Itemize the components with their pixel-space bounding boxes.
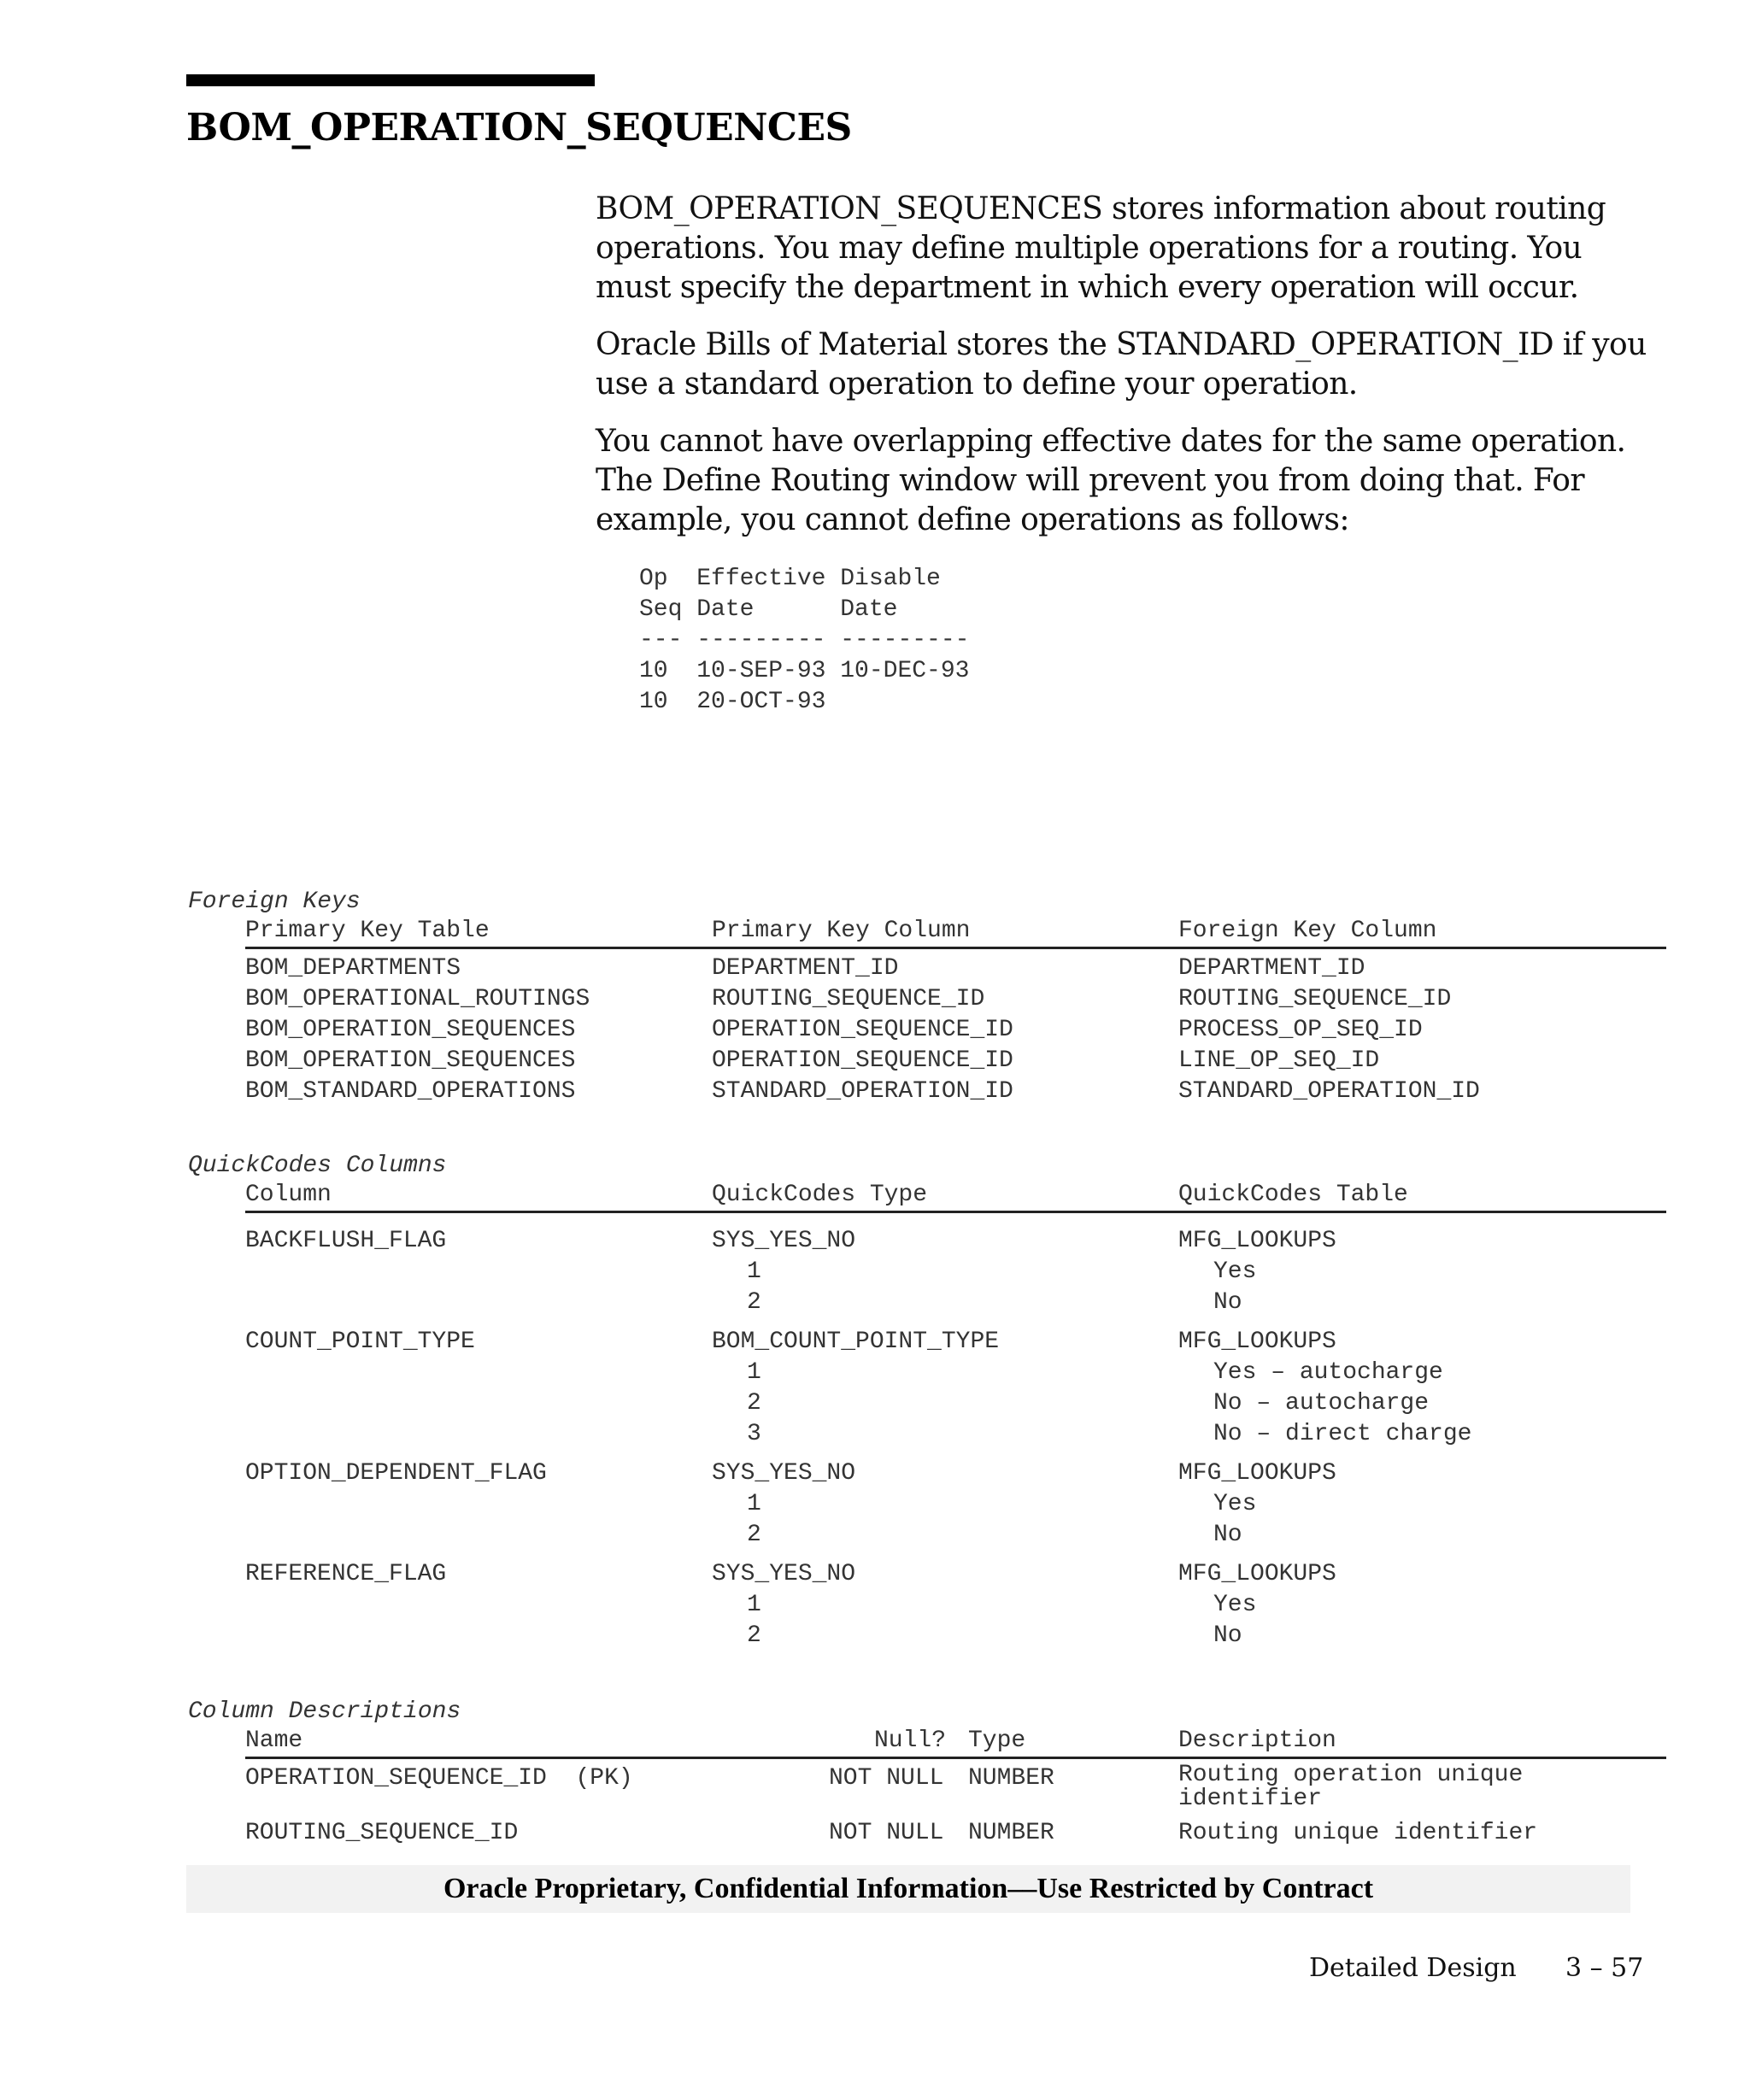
qc-header-type: QuickCodes Type [712,1182,928,1208]
fk-cell: ROUTING_SEQUENCE_ID [1178,986,1452,1012]
cd-null: NOT NULL [829,1765,944,1792]
cd-name: OPERATION_SEQUENCE_ID (PK) [245,1765,633,1792]
intro-paragraph: You cannot have overlapping effective dates for the same operation. The Define Routing window will prevent you from doing that. For example, you cannot define operations as follows: [596,424,1626,537]
qc-meaning: No – autocharge [1213,1390,1430,1417]
cd-null: NOT NULL [829,1820,944,1846]
fk-cell: OPERATION_SEQUENCE_ID [712,1047,1013,1074]
fk-cell: DEPARTMENT_ID [1178,955,1365,982]
qc-column: BACKFLUSH_FLAG [245,1228,447,1254]
qc-meaning: Yes [1213,1491,1257,1517]
fk-cell: OPERATION_SEQUENCE_ID [712,1017,1013,1043]
fk-cell: BOM_OPERATION_SEQUENCES [245,1047,576,1074]
qc-type: BOM_COUNT_POINT_TYPE [712,1329,1000,1355]
intro-text [596,190,1647,558]
example-code-block: Op Effective Disable Seq Date Date --- --------- --------- 10 10-SEP-93 10-DEC-93 10 20-OCT-93 [639,566,970,715]
qc-code: 2 [747,1289,761,1316]
qc-code: 2 [747,1390,761,1417]
fk-header-pk-column: Primary Key Column [712,918,971,944]
fk-cell: BOM_STANDARD_OPERATIONS [245,1078,576,1105]
intro-paragraph: BOM_OPERATION_SEQUENCES stores information about routing operations. You may define multiple operations for a routing. You must specify the department in which every operation will occur. [596,191,1606,305]
qc-code: 1 [747,1592,761,1618]
cd-type: NUMBER [968,1820,1054,1846]
footer-section-title: Detailed Design [1309,1953,1517,1983]
qc-column: COUNT_POINT_TYPE [245,1329,475,1355]
fk-cell: ROUTING_SEQUENCE_ID [712,986,985,1012]
fk-cell: BOM_DEPARTMENTS [245,955,461,982]
qc-header-table: QuickCodes Table [1178,1182,1408,1208]
qc-meaning: Yes – autocharge [1213,1359,1443,1386]
intro-paragraph: Oracle Bills of Material stores the STANDARD_OPERATION_ID if you use a standard operation to define your operation. [596,327,1647,402]
qc-type: SYS_YES_NO [712,1228,856,1254]
title-rule [186,74,595,86]
fk-header-pk-table: Primary Key Table [245,918,490,944]
cd-header-description: Description [1178,1728,1336,1754]
fk-cell: BOM_OPERATION_SEQUENCES [245,1017,576,1043]
fk-cell: LINE_OP_SEQ_ID [1178,1047,1380,1074]
qc-meaning: Yes [1213,1592,1257,1618]
page-title: BOM_OPERATION_SEQUENCES [186,106,852,150]
quickcodes-header [245,1180,1666,1213]
cd-header-name: Name [245,1728,303,1754]
column-descriptions-header [245,1726,1666,1759]
qc-table: MFG_LOOKUPS [1178,1329,1336,1355]
qc-code: 3 [747,1421,761,1447]
confidential-text: Oracle Proprietary, Confidential Information––Use Restricted by Contract [443,1873,1374,1904]
qc-code: 2 [747,1522,761,1548]
qc-meaning: No [1213,1522,1242,1548]
column-descriptions-label: Column Descriptions [188,1698,461,1725]
cd-type: NUMBER [968,1765,1054,1792]
qc-meaning: No [1213,1289,1242,1316]
qc-column: OPTION_DEPENDENT_FLAG [245,1460,547,1487]
qc-table: MFG_LOOKUPS [1178,1561,1336,1587]
qc-column: REFERENCE_FLAG [245,1561,447,1587]
qc-header-column: Column [245,1182,332,1208]
qc-code: 1 [747,1359,761,1386]
cd-name: ROUTING_SEQUENCE_ID [245,1820,519,1846]
fk-cell: PROCESS_OP_SEQ_ID [1178,1017,1423,1043]
fk-cell: STANDARD_OPERATION_ID [712,1078,1013,1105]
cd-description: Routing unique identifier [1178,1820,1538,1846]
qc-meaning: Yes [1213,1258,1257,1285]
qc-type: SYS_YES_NO [712,1561,856,1587]
qc-table: MFG_LOOKUPS [1178,1228,1336,1254]
fk-cell: BOM_OPERATIONAL_ROUTINGS [245,986,590,1012]
cd-header-type: Type [968,1728,1026,1754]
qc-type: SYS_YES_NO [712,1460,856,1487]
qc-code: 2 [747,1622,761,1649]
fk-cell: STANDARD_OPERATION_ID [1178,1078,1480,1105]
fk-cell: DEPARTMENT_ID [712,955,899,982]
qc-code: 1 [747,1258,761,1285]
confidential-banner [186,1865,1630,1913]
page-number: 3 – 57 [1565,1953,1644,1983]
fk-header-fk-column: Foreign Key Column [1178,918,1437,944]
qc-meaning: No – direct charge [1213,1421,1472,1447]
foreign-keys-label: Foreign Keys [188,889,361,915]
qc-meaning: No [1213,1622,1242,1649]
cd-header-null: Null? [874,1728,947,1754]
qc-table: MFG_LOOKUPS [1178,1460,1336,1487]
cd-description: Routing operation unique identifier [1178,1762,1524,1812]
quickcodes-label: QuickCodes Columns [188,1153,447,1179]
qc-code: 1 [747,1491,761,1517]
